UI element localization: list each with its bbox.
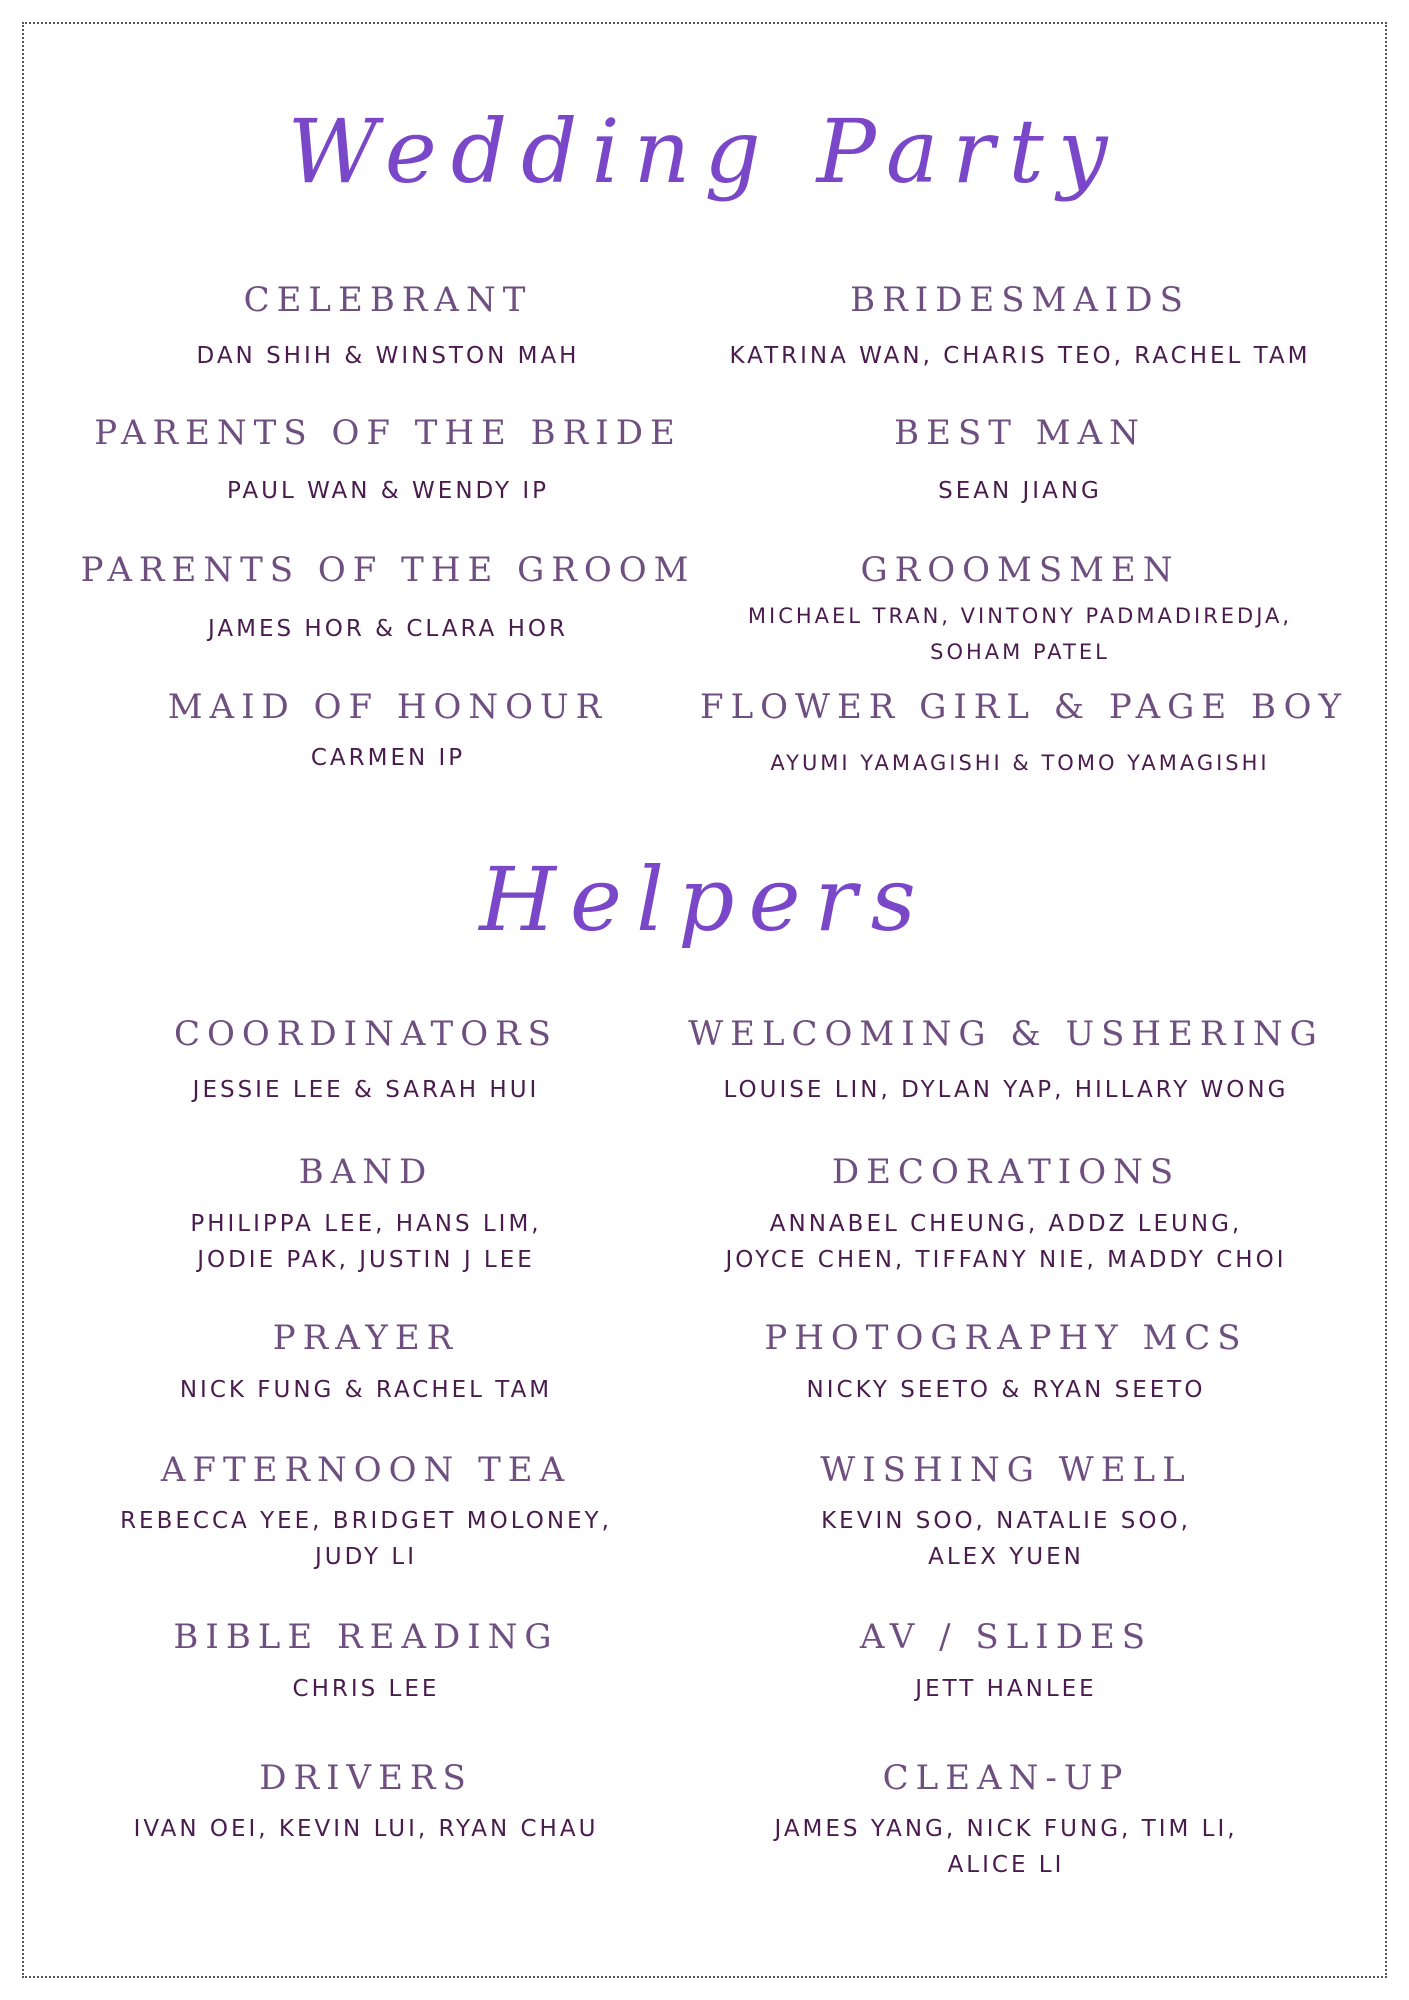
role-heading: DECORATIONS xyxy=(831,1152,1181,1192)
role-names: JETT HANLEE xyxy=(915,1676,1097,1702)
role-heading: CELEBRANT xyxy=(243,280,533,320)
wedding-party-title: Wedding Party xyxy=(287,100,1122,203)
role-names: NICK FUNG & RACHEL TAM xyxy=(179,1377,553,1403)
helpers-title: Helpers xyxy=(479,848,930,951)
role-names: SEAN JIANG xyxy=(938,478,1102,504)
role-names: PAUL WAN & WENDY IP xyxy=(226,478,550,504)
role-heading: COORDINATORS xyxy=(174,1014,558,1054)
role-names: KEVIN SOO, NATALIE SOO, ALEX YUEN xyxy=(821,1508,1191,1570)
role-names: DAN SHIH & WINSTON MAH xyxy=(196,343,580,369)
role-heading: CLEAN-UP xyxy=(882,1758,1130,1798)
role-names: JAMES YANG, NICK FUNG, TIM LI, ALICE LI xyxy=(774,1816,1238,1878)
role-names: AYUMI YAMAGISHI & TOMO YAMAGISHI xyxy=(770,751,1270,775)
role-names: PHILIPPA LEE, HANS LIM, JODIE PAK, JUSTIN J LEE xyxy=(190,1211,542,1273)
role-heading: AV / SLIDES xyxy=(859,1617,1153,1657)
role-names: CHRIS LEE xyxy=(292,1676,440,1702)
role-heading: PHOTOGRAPHY MCS xyxy=(764,1318,1248,1358)
role-names: JESSIE LEE & SARAH HUI xyxy=(192,1077,540,1103)
role-names: LOUISE LIN, DYLAN YAP, HILLARY WONG xyxy=(723,1077,1289,1103)
role-heading: PRAYER xyxy=(272,1318,460,1358)
role-names: CARMEN IP xyxy=(310,745,466,771)
role-names: REBECCA YEE, BRIDGET MOLONEY, JUDY LI xyxy=(120,1508,612,1570)
role-heading: AFTERNOON TEA xyxy=(160,1450,572,1490)
role-names: MICHAEL TRAN, VINTONY PADMADIREDJA, SOHAM PATEL xyxy=(747,604,1293,664)
role-heading: WELCOMING & USHERING xyxy=(688,1014,1324,1054)
role-heading: GROOMSMEN xyxy=(860,550,1180,590)
role-heading: DRIVERS xyxy=(259,1758,473,1798)
role-heading: FLOWER GIRL & PAGE BOY xyxy=(700,687,1348,727)
role-names: NICKY SEETO & RYAN SEETO xyxy=(806,1377,1206,1403)
role-names: KATRINA WAN, CHARIS TEO, RACHEL TAM xyxy=(729,343,1311,369)
role-heading: PARENTS OF THE GROOM xyxy=(80,550,696,590)
role-heading: BIBLE READING xyxy=(173,1617,559,1657)
role-heading: PARENTS OF THE BRIDE xyxy=(94,413,682,453)
role-names: JAMES HOR & CLARA HOR xyxy=(208,616,568,642)
role-heading: BAND xyxy=(298,1152,434,1192)
role-heading: BEST MAN xyxy=(894,413,1146,453)
role-heading: BRIDESMAIDS xyxy=(850,280,1190,320)
role-heading: WISHING WELL xyxy=(820,1450,1192,1490)
role-names: IVAN OEI, KEVIN LUI, RYAN CHAU xyxy=(133,1816,599,1842)
role-heading: MAID OF HONOUR xyxy=(167,687,609,727)
role-names: ANNABEL CHEUNG, ADDZ LEUNG, JOYCE CHEN, TIFFANY NIE, MADDY CHOI xyxy=(725,1211,1287,1273)
